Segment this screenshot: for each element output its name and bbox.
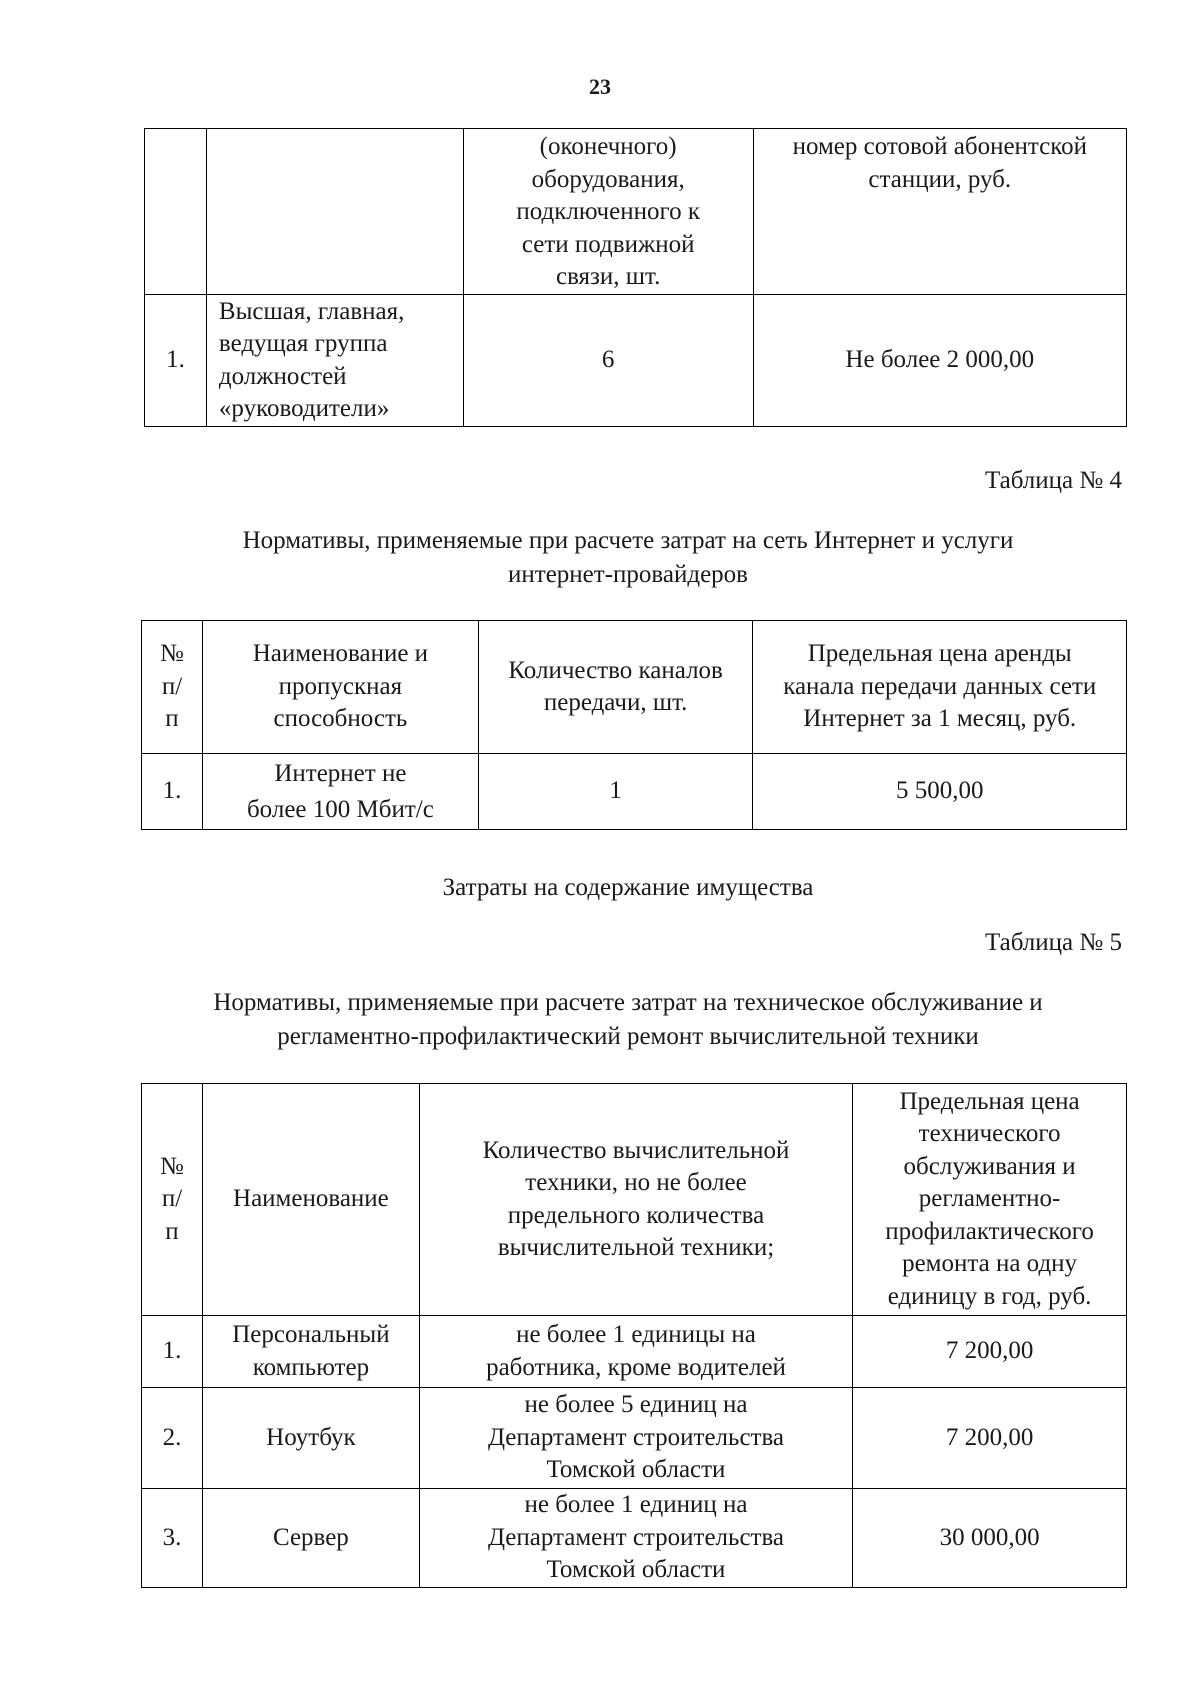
row-number: 1. xyxy=(145,295,207,427)
row-name: Сервер xyxy=(202,1489,419,1588)
table5 xyxy=(141,1083,1127,1588)
row-quantity: не более 1 единиц на Департамент строительства Томской области xyxy=(419,1489,852,1588)
table3-continuation xyxy=(144,128,1127,427)
table5-title-line1: Нормативы, применяемые при расчете затрат на техническое обслуживание и xyxy=(213,989,1043,1016)
table-row xyxy=(142,754,1127,830)
table4-label: Таблица № 4 xyxy=(984,467,1122,494)
row-number: 1. xyxy=(142,754,203,830)
table4 xyxy=(141,620,1127,830)
header-num: № п/п xyxy=(142,621,203,754)
table-cell xyxy=(206,129,463,295)
table-row xyxy=(142,1316,1127,1388)
row-price: 7 200,00 xyxy=(853,1316,1127,1388)
header-price: Предельная цена аренды канала передачи данных сети Интернет за 1 месяц, руб. xyxy=(753,621,1127,754)
row-price: 7 200,00 xyxy=(853,1388,1127,1489)
header-qty: Количество вычислительной техники, но не более предельного количества вычислительной техники; xyxy=(419,1084,852,1316)
table5-title-line2: регламентно-профилактический ремонт вычислительной техники xyxy=(277,1023,979,1050)
row-name: Интернет не более 100 Мбит/с xyxy=(202,754,478,830)
section-title: Затраты на содержание имущества xyxy=(442,874,814,901)
row-price: 5 500,00 xyxy=(753,754,1127,830)
row-quantity: не более 1 единицы на работника, кроме водителей xyxy=(419,1316,852,1388)
header-qty: Количество каналов передачи, шт. xyxy=(478,621,753,754)
table-cell xyxy=(145,129,207,295)
row-quantity: 1 xyxy=(478,754,753,830)
header-name: Наименование xyxy=(202,1084,419,1316)
table5-label: Таблица № 5 xyxy=(984,929,1122,956)
row-number: 2. xyxy=(142,1388,203,1489)
page-number: 23 xyxy=(589,74,611,99)
row-name: Высшая, главная, ведущая группа должностей «руководители» xyxy=(206,295,463,427)
table-row xyxy=(145,295,1127,427)
table4-title-line1: Нормативы, применяемые при расчете затрат на сеть Интернет и услуги xyxy=(242,527,1014,554)
table-cell: (оконечного) оборудования, подключенного к сети подвижной связи, шт. xyxy=(463,129,753,295)
table5-title xyxy=(0,986,1200,1054)
header-name: Наименование и пропускная способность xyxy=(202,621,478,754)
header-num: № п/п xyxy=(142,1084,203,1316)
row-price: 30 000,00 xyxy=(853,1489,1127,1588)
table4-title xyxy=(0,524,1200,592)
row-quantity: 6 xyxy=(463,295,753,427)
row-name: Персональный компьютер xyxy=(202,1316,419,1388)
table-row xyxy=(142,1388,1127,1489)
table-cell: номер сотовой абонентской станции, руб. xyxy=(753,129,1126,295)
header-price: Предельная цена технического обслуживания и регламентно-профилактического ремонта на одну единицу в год, руб. xyxy=(853,1084,1127,1316)
row-name: Ноутбук xyxy=(202,1388,419,1489)
table-row xyxy=(142,1489,1127,1588)
row-quantity: не более 5 единиц на Департамент строительства Томской области xyxy=(419,1388,852,1489)
table-header-row xyxy=(142,621,1127,754)
table-header-row xyxy=(142,1084,1127,1316)
row-number: 1. xyxy=(142,1316,203,1388)
row-number: 3. xyxy=(142,1489,203,1588)
table4-title-line2: интернет-провайдеров xyxy=(508,561,748,588)
table-row xyxy=(145,129,1127,295)
row-price: Не более 2 000,00 xyxy=(753,295,1126,427)
